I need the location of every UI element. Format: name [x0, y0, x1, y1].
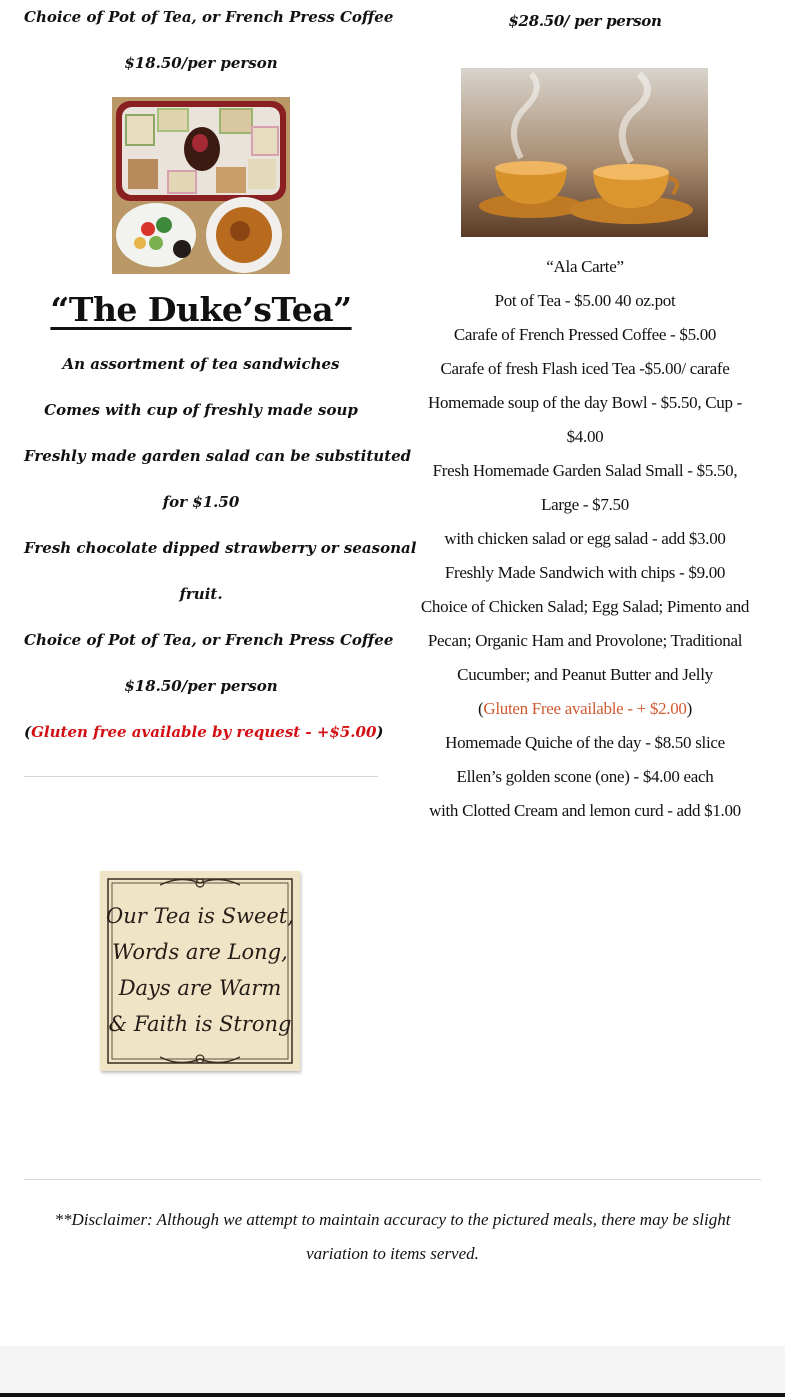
tea-quote-sign-image — [100, 871, 300, 1071]
ala-carte-clotted-cream: with Clotted Cream and lemon curd - add $1.00 — [429, 801, 741, 820]
duke-item-choice: Choice of Pot of Tea, or French Press Coffee — [24, 631, 394, 649]
ala-carte-soup-cup-price: $4.00 — [566, 427, 604, 446]
ala-carte-salad-large: Large - $7.50 — [541, 495, 629, 514]
duke-tea-title: “The Duke’sTea” — [50, 290, 352, 329]
ala-carte-sandwich-choices-3: Cucumber; and Peanut Butter and Jelly — [457, 665, 713, 684]
ala-carte-soup: Homemade soup of the day Bowl - $5.50, Cup - — [427, 393, 742, 412]
duke-item-soup: Comes with cup of freshly made soup — [44, 401, 358, 419]
left-divider — [24, 776, 378, 777]
footer-divider — [24, 1179, 761, 1180]
sign-line-3: Days are Warm — [118, 976, 282, 1000]
sign-line-4: & Faith is Strong — [108, 1012, 292, 1036]
ala-carte-sandwich-choices-2: Pecan; Organic Ham and Provolone; Traditional — [427, 631, 743, 650]
footer-bottom-line — [0, 1393, 785, 1397]
duke-item-strawberry: Fresh chocolate dipped strawberry or seasonal — [24, 539, 417, 557]
tea-sandwich-collage-image — [112, 97, 290, 274]
ala-carte-heading: “Ala Carte” — [546, 257, 624, 276]
left-top-price: $18.50/per person — [124, 54, 278, 72]
gluten-close-paren: ) — [376, 723, 384, 741]
teacups-image — [461, 68, 708, 237]
ala-carte-sandwich-choices-1: Choice of Chicken Salad; Egg Salad; Pimento and — [420, 597, 750, 616]
gluten-open-paren: ( — [477, 699, 484, 718]
left-top-choice: Choice of Pot of Tea, or French Press Coffee — [24, 8, 394, 26]
gluten-open-paren: ( — [24, 723, 32, 741]
sign-line-1: Our Tea is Sweet, — [106, 904, 294, 928]
duke-gluten-note — [24, 723, 384, 741]
gluten-close-paren: ) — [686, 699, 693, 718]
duke-item-salad: Freshly made garden salad can be substituted — [24, 447, 412, 465]
ala-carte-salad: Fresh Homemade Garden Salad Small - $5.50, — [432, 461, 738, 480]
duke-item-salad-price: for $1.50 — [162, 493, 240, 511]
right-top-price: $28.50/ per person — [508, 12, 662, 30]
ala-carte-scone: Ellen’s golden scone (one) - $4.00 each — [456, 767, 714, 786]
ala-carte-pot-of-tea: Pot of Tea - $5.00 40 oz.pot — [494, 291, 676, 310]
gluten-free-text: Gluten free available by request - +$5.00 — [31, 723, 377, 741]
sign-line-2: Words are Long, — [112, 940, 288, 964]
duke-item-sandwiches: An assortment of tea sandwiches — [62, 355, 340, 373]
gluten-free-text: Gluten Free available - + $2.00 — [483, 699, 687, 718]
ala-carte-quiche: Homemade Quiche of the day - $8.50 slice — [445, 733, 725, 752]
ala-carte-iced-tea: Carafe of fresh Flash iced Tea -$5.00/ carafe — [440, 359, 730, 378]
ala-carte-sandwich: Freshly Made Sandwich with chips - $9.00 — [444, 563, 726, 582]
duke-item-price: $18.50/per person — [124, 677, 278, 695]
ala-carte-salad-addon: with chicken salad or egg salad - add $3.00 — [444, 529, 726, 548]
duke-item-fruit: fruit. — [179, 585, 223, 603]
disclaimer-text: **Disclaimer: Although we attempt to maintain accuracy to the pictured meals, there may be slight variation to items served. — [54, 1210, 731, 1263]
ala-carte-gluten-note — [404, 699, 766, 719]
ala-carte-french-press: Carafe of French Pressed Coffee - $5.00 — [453, 325, 717, 344]
footer-bar — [0, 1346, 785, 1394]
